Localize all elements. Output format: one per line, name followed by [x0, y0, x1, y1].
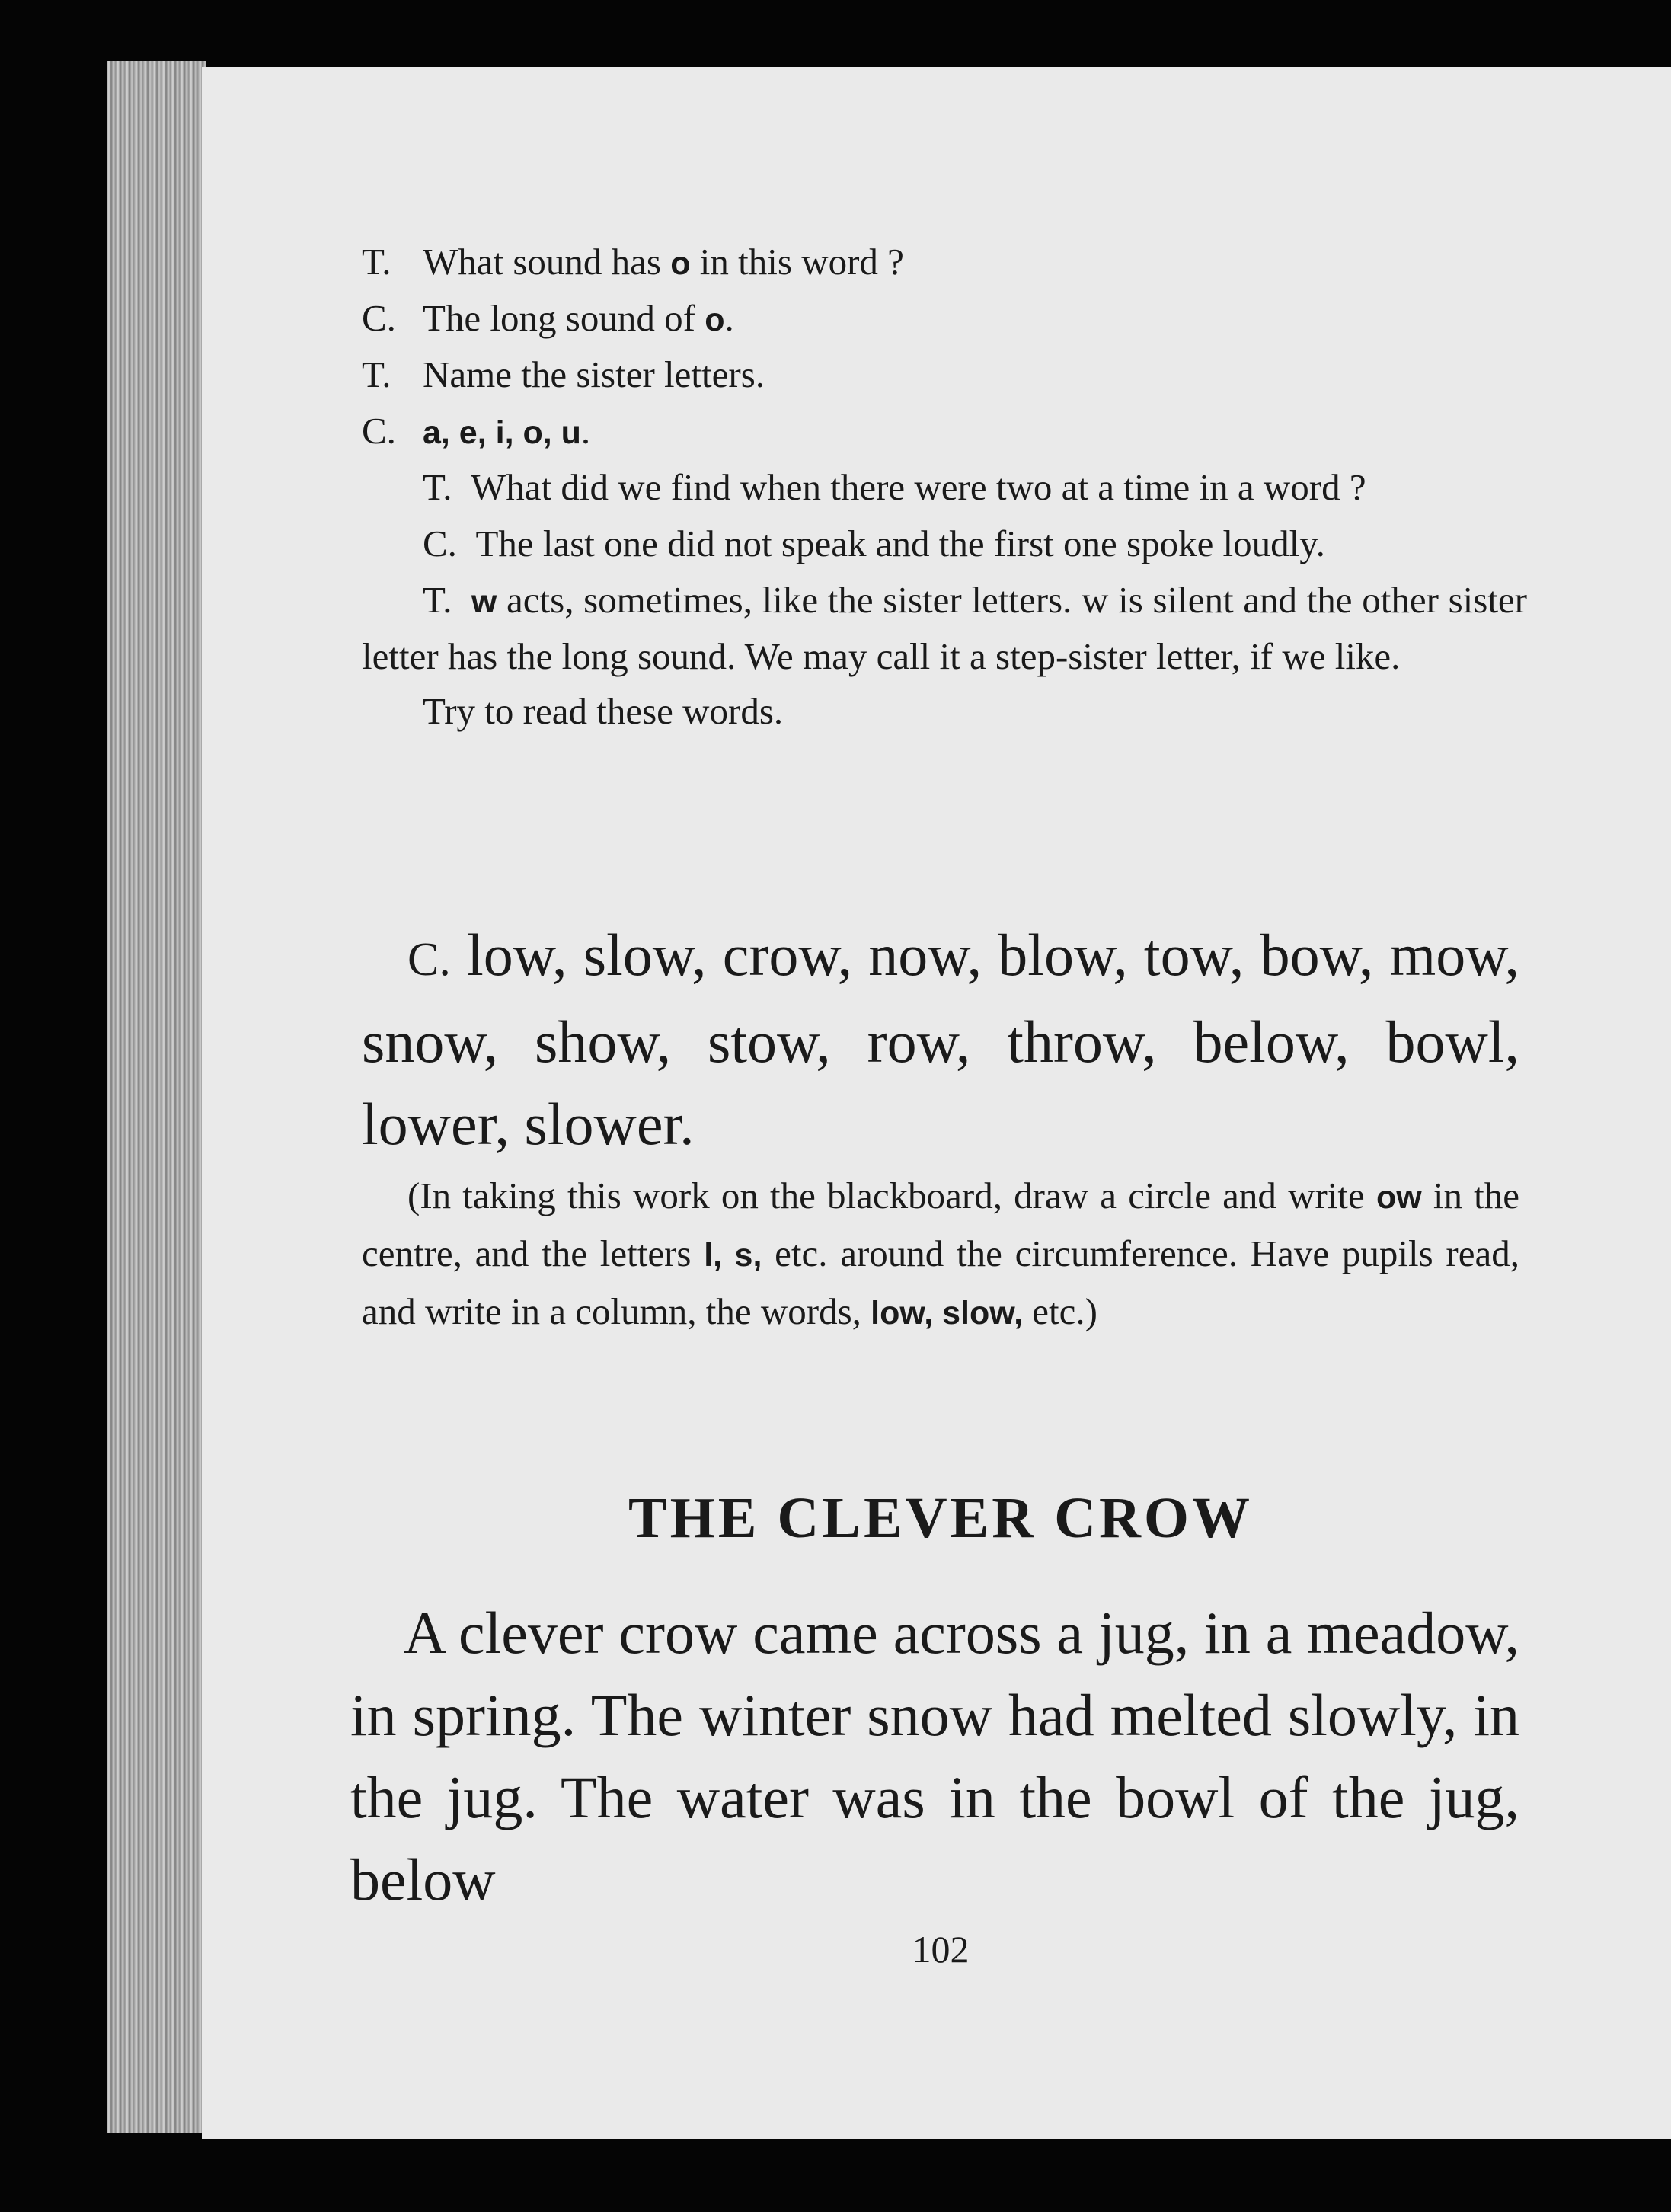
story-paragraph: A clever crow came across a jug, in a meadow, in spring. The winter snow had melted slowly, in the jug. The water was in the bowl of the jug, below [350, 1600, 1519, 1913]
dialogue-block [362, 235, 1527, 739]
dialogue-line-5 [362, 460, 1527, 516]
teacher-note [362, 1168, 1519, 1341]
bold-letter: w [471, 583, 497, 620]
speaker: C. [423, 523, 457, 564]
line-text: Name the sister letters. [423, 353, 765, 395]
note-text: (In taking this work on the blackboard, draw a circle and write [407, 1175, 1376, 1216]
line-text: in this word ? [690, 241, 904, 283]
page-number: 102 [912, 1928, 970, 1971]
try-line: Try to read these words. [423, 690, 784, 732]
dialogue-line-4 [362, 404, 1527, 460]
line-text: . [580, 410, 591, 452]
speaker: T. [423, 466, 452, 508]
dialogue-line-2 [362, 291, 1527, 347]
speaker: C. [362, 297, 396, 339]
word-list [362, 914, 1519, 1165]
line-text: acts, sometimes, like the sister letters. w is silent and the other sister letter has the long sound. We may call it a step-sister letter, if we like. [362, 579, 1528, 677]
dialogue-line-7 [362, 573, 1527, 684]
line-text: . [724, 297, 734, 339]
word-list-label: C. [407, 934, 451, 986]
bold-letter: o [670, 245, 691, 282]
note-text: etc. around the circumference. Have pupils read, and write in a column, the words, [362, 1232, 1519, 1332]
speaker: T. [362, 241, 391, 283]
dialogue-line-6 [362, 516, 1527, 573]
line-text: The last one did not speak and the first one spoke loudly. [475, 523, 1325, 564]
word-list-text: low, slow, crow, now, blow, tow, bow, mow, snow, show, stow, row, throw, below, bowl, lower, slower. [362, 922, 1519, 1157]
note-text: etc.) [1023, 1290, 1097, 1332]
note-text: in the centre, and the letters [362, 1175, 1519, 1274]
speaker: T. [362, 353, 391, 395]
speaker: T. [423, 579, 452, 621]
note-bold: ow [1375, 1179, 1422, 1216]
story-title: THE CLEVER CROW [628, 1486, 1254, 1550]
note-bold: low, slow, [871, 1295, 1024, 1331]
line-text: The long sound of [423, 297, 705, 339]
note-bold: l, s, [704, 1237, 762, 1274]
line-text: What did we find when there were two at a time in a word ? [471, 466, 1366, 508]
line-text: What sound has [423, 241, 671, 283]
bold-letter: o [705, 302, 725, 338]
speaker: C. [362, 410, 396, 452]
dialogue-line-3 [362, 347, 1527, 404]
bold-letter: a, e, i, o, u [423, 414, 581, 451]
book-page-edges [107, 61, 206, 2133]
dialogue-line-1 [362, 235, 1527, 291]
